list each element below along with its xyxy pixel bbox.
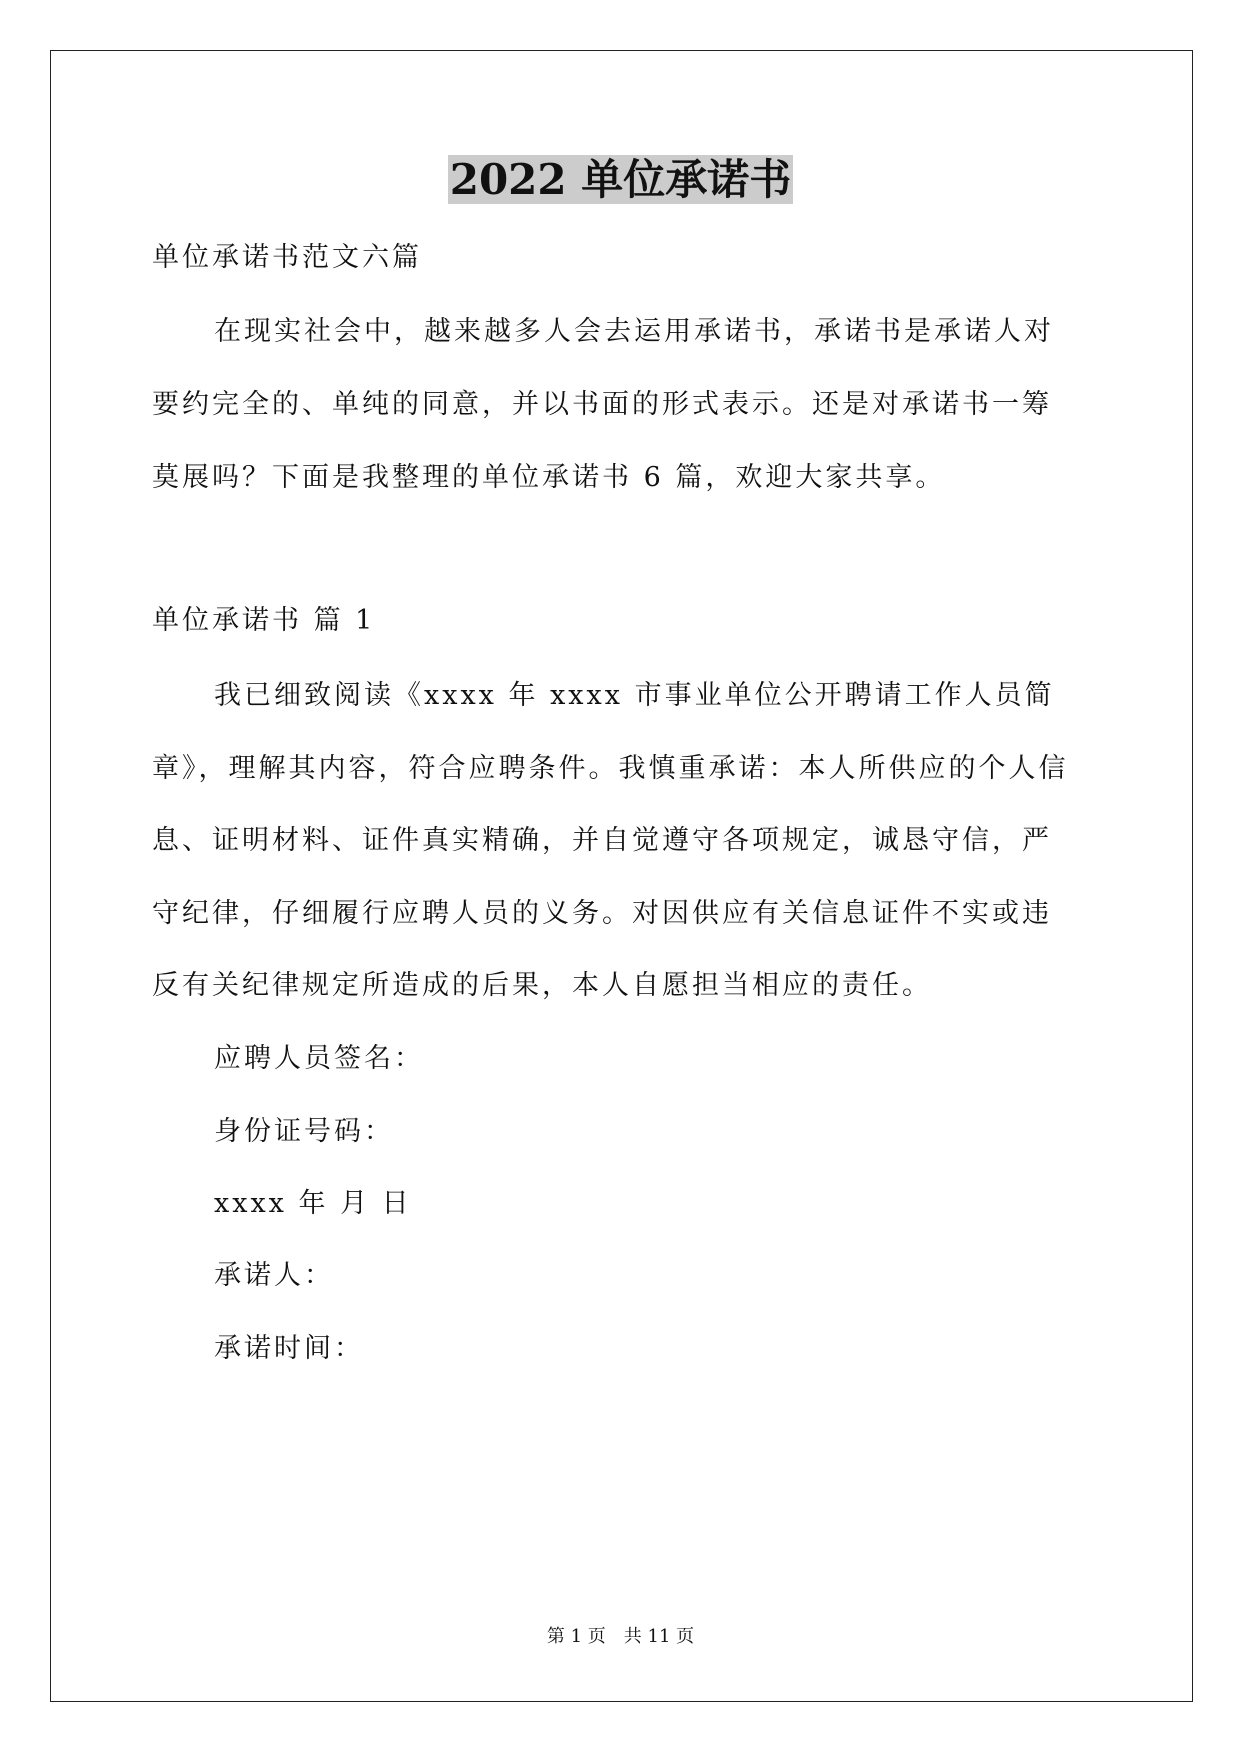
signature-field-id-number: 身份证号码： <box>214 1116 394 1147</box>
signature-field-promisor: 承诺人： <box>214 1260 334 1291</box>
section-body-line: 守纪律，仔细履行应聘人员的义务。对因供应有关信息证件不实或违 <box>152 898 1052 929</box>
document-title <box>0 150 1241 210</box>
page-border <box>50 50 1193 1702</box>
signature-field-applicant-name: 应聘人员签名： <box>214 1043 424 1074</box>
signature-field-promise-time: 承诺时间： <box>214 1333 364 1364</box>
intro-paragraph-line: 在现实社会中，越来越多人会去运用承诺书，承诺书是承诺人对 <box>214 316 1054 347</box>
document-subtitle: 单位承诺书范文六篇 <box>152 242 422 273</box>
section-heading: 单位承诺书 篇 1 <box>152 605 376 636</box>
section-body-line: 章》，理解其内容，符合应聘条件。我慎重承诺：本人所供应的个人信 <box>152 753 1069 784</box>
signature-field-date: xxxx 年 月 日 <box>214 1188 412 1219</box>
section-body-line: 反有关纪律规定所造成的后果，本人自愿担当相应的责任。 <box>152 970 932 1001</box>
document-title-text: 2022 单位承诺书 <box>449 155 792 204</box>
page-number-footer: 第 1 页 共 11 页 <box>546 1626 695 1647</box>
section-body-line: 我已细致阅读《xxxx 年 xxxx 市事业单位公开聘请工作人员简 <box>214 680 1055 711</box>
intro-paragraph-line: 莫展吗？下面是我整理的单位承诺书 6 篇，欢迎大家共享。 <box>152 462 946 493</box>
section-body-line: 息、证明材料、证件真实精确，并自觉遵守各项规定，诚恳守信，严 <box>152 825 1052 856</box>
intro-paragraph-line: 要约完全的、单纯的同意，并以书面的形式表示。还是对承诺书一筹 <box>152 389 1052 420</box>
